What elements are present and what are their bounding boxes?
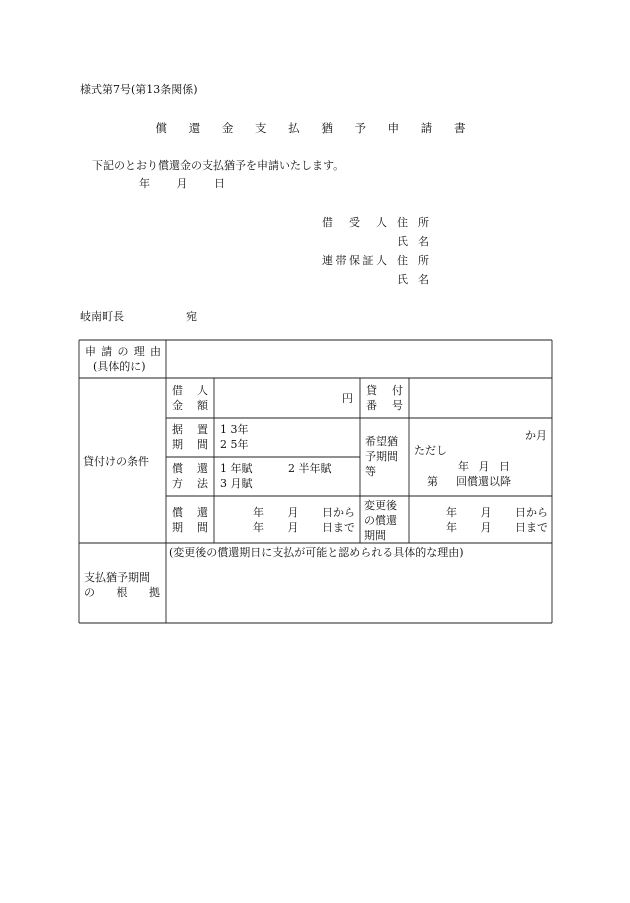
desired-months[interactable]: か月	[525, 429, 547, 442]
date-day: 日	[214, 177, 225, 190]
basis-note: (変更後の償還期日に支払が可能と認められる具体的な理由)	[169, 546, 464, 559]
form-number-label: 様式第7号(第13条関係)	[80, 83, 198, 96]
repay-option-monthly[interactable]: 3 月賦	[220, 477, 253, 490]
tadashi-label: ただし	[414, 444, 447, 457]
deferment-options[interactable]	[220, 422, 300, 452]
desired-start-date[interactable]: 年 月 日	[458, 460, 510, 473]
addressee-name: 岐南町長	[80, 310, 124, 323]
application-date	[139, 175, 225, 191]
addressee	[80, 308, 197, 324]
repayment-until[interactable]: 年 月 日まで	[253, 521, 355, 534]
guarantor-name-label: 氏名	[397, 273, 429, 286]
loan-number-label: 貸 付 番 号	[366, 384, 403, 412]
borrower-address-label: 住所	[397, 216, 429, 229]
repayment-period-values[interactable]	[215, 505, 355, 535]
date-month: 月	[176, 177, 188, 190]
intro-text: 下記のとおり償還金の支払猶予を申請いたします。	[92, 159, 345, 172]
addressee-suffix: 宛	[186, 310, 197, 323]
guarantor-label: 連帯保証人	[322, 254, 387, 267]
deferment-option-5yr[interactable]: 2 5年	[220, 438, 249, 451]
document-title: 償 還 金 支 払 猶 予 申 請 書	[155, 121, 475, 135]
basis-label: 支払猶予期間 の 根 拠	[84, 571, 160, 599]
new-period-until[interactable]: 年 月 日まで	[446, 521, 548, 534]
repayment-method-label: 償 還 方 法	[172, 462, 208, 490]
yen-unit: 円	[342, 392, 353, 405]
desired-deferment-label: 希望猶 予期間 等	[365, 435, 398, 478]
applicant-block	[322, 213, 429, 289]
date-year: 年	[139, 177, 150, 190]
guarantor-address-label: 住所	[397, 254, 429, 267]
new-period-from[interactable]: 年 月 日から	[446, 506, 548, 519]
loan-number-field[interactable]	[410, 379, 551, 417]
borrower-name-label: 氏名	[397, 235, 429, 248]
desired-installment[interactable]: 第 回償還以降	[427, 475, 511, 488]
deferment-option-3yr[interactable]: 1 3年	[220, 423, 249, 436]
loan-amount-label: 借 人 金 額	[172, 384, 208, 412]
reason-label: 申請の理由 (具体的に)	[85, 345, 161, 373]
basis-field[interactable]	[167, 562, 551, 622]
repayment-from[interactable]: 年 月 日から	[253, 506, 355, 519]
borrower-label: 借受人	[322, 216, 387, 229]
repayment-options[interactable]	[220, 461, 358, 491]
loan-amount-field[interactable]	[215, 391, 353, 406]
new-period-values[interactable]	[410, 505, 548, 535]
repay-option-semiannual[interactable]: 2 半年賦	[288, 462, 332, 475]
repayment-period-label: 償 還 期 間	[172, 506, 208, 534]
reason-field[interactable]	[167, 341, 551, 377]
deferment-period-label: 据 置 期 間	[172, 423, 208, 451]
conditions-label: 貸付けの条件	[83, 455, 149, 468]
repay-option-annual[interactable]: 1 年賦	[220, 462, 253, 475]
new-period-label: 変更後 の償還 期間	[364, 499, 397, 542]
